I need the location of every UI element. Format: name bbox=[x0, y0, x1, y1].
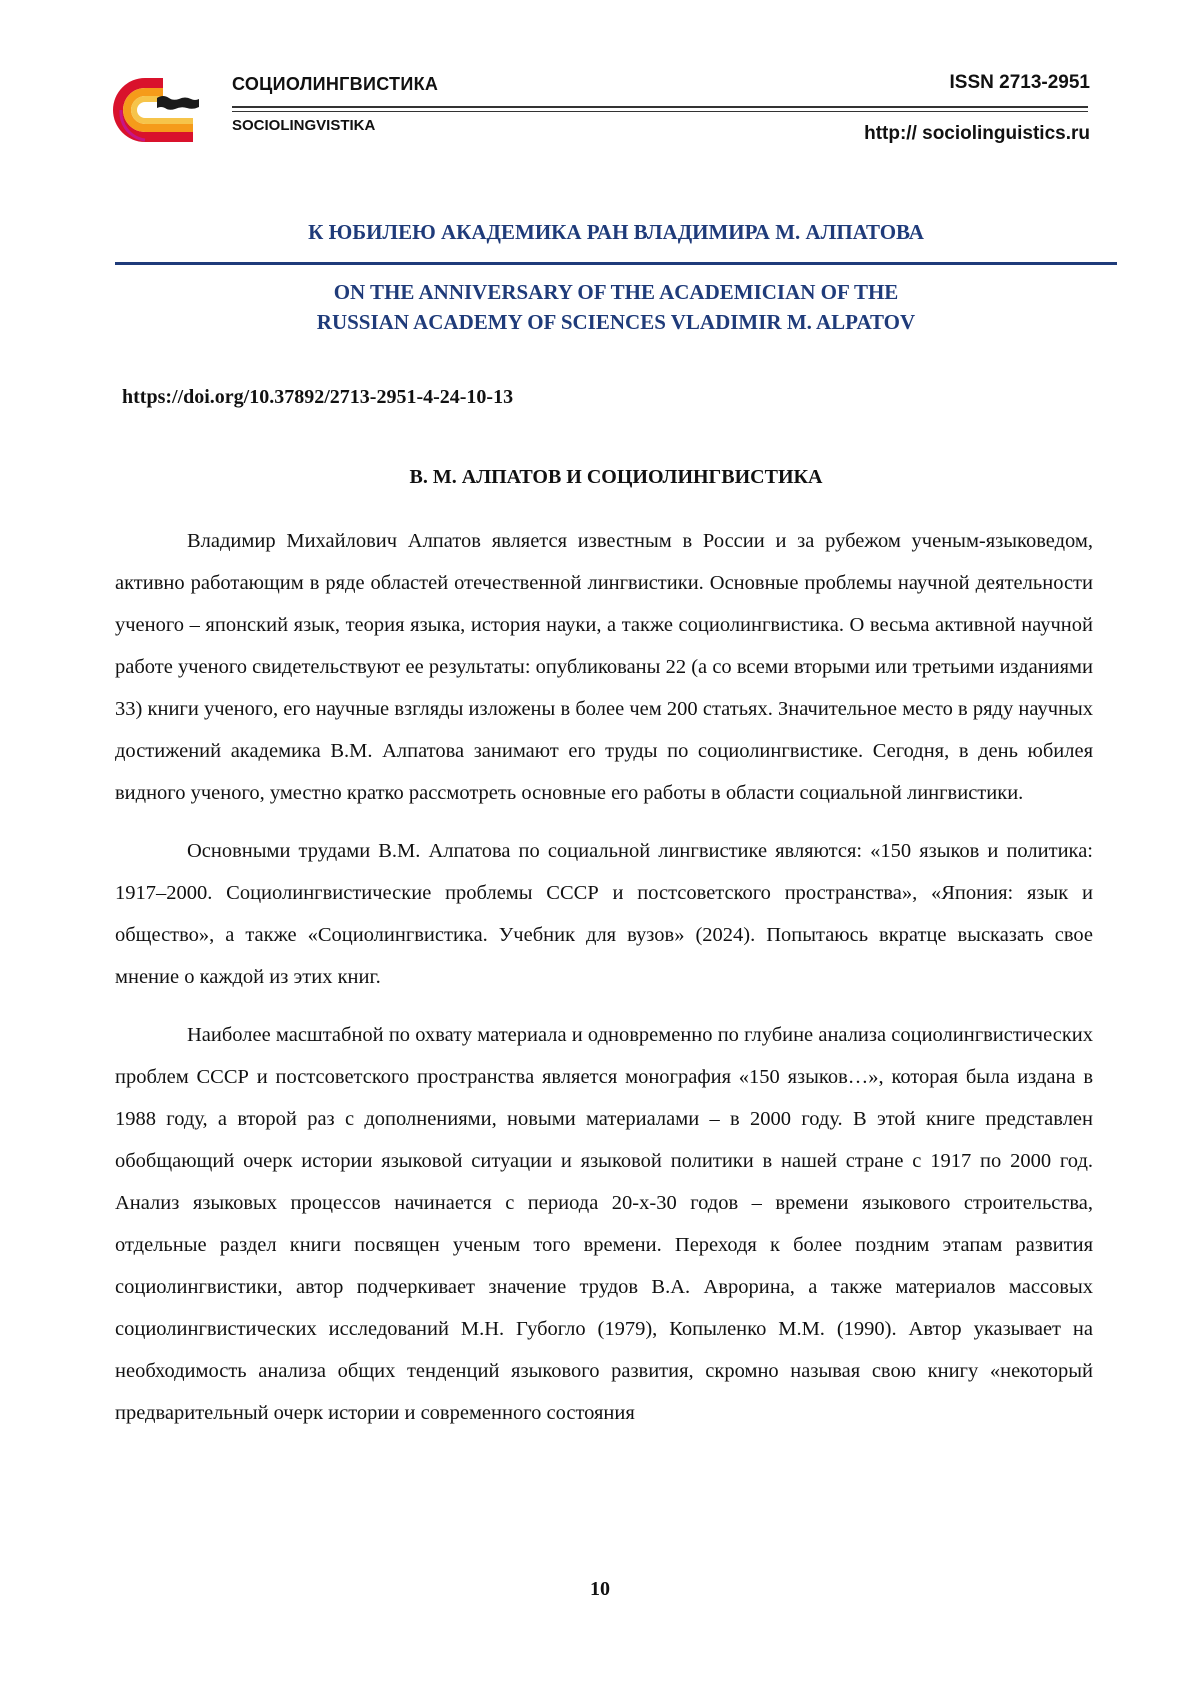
journal-title-ru: СОЦИОЛИНГВИСТИКА bbox=[232, 74, 439, 94]
journal-title-en: SOCIOLINGVISTIKA bbox=[232, 117, 376, 134]
article-title: В. М. АЛПАТОВ И СОЦИОЛИНГВИСТИКА bbox=[409, 466, 823, 488]
paragraph: Наиболее масштабной по охвату материала и одновременно по глубине анализа социолингвистических проблем СССР и постсоветского пространства является монография «150 языков…», которая была издана в 1988 году, а второй раз с дополнениями, новыми материалами – в 2000 году. В этой книге представлен обобщающий очерк истории языковой ситуации и языковой политики в нашей стране с 1917 по 2000 год. Анализ языковых процессов начинается с периода 20-х-30 годов – времени языкового строительства, отдельные раздел книги посвящен ученым того времени. Переходя к более поздним этапам развития социолингвистики, автор подчеркивает значение трудов В.А. Аврорина, а также материалов массовых социолингвистических исследований М.Н. Губогло (1979), Копыленко М.М. (1990). Автор указывает на необходимость анализа общих тенденций языкового развития, скромно называя свою книгу «некоторый предварительный очерк истории и современного состояния bbox=[115, 1024, 1093, 1424]
header-divider-thin bbox=[232, 111, 1088, 112]
section-title-en-line2: RUSSIAN ACADEMY OF SCIENCES VLADIMIR M. ALPATOV bbox=[316, 310, 916, 334]
journal-logo-icon bbox=[113, 74, 213, 146]
section-title-en bbox=[115, 277, 1117, 337]
paragraph: Владимир Михайлович Алпатов является известным в России и за рубежом ученым-языковедом, активно работающим в ряде областей отечественной лингвистики. Основные проблемы научной деятельности ученого – японский язык, теория языка, история науки, а также социолингвистика. О весьма активной научной работе ученого свидетельствуют ее результаты: опубликованы 22 (а со всеми вторыми или третьими изданиями 33) книги ученого, его научные взгляды изложены в более чем 200 статьях. Значительное место в ряду научных достижений академика В.М. Алпатова занимают его труды по социолингвистике. Сегодня, в день юбилея видного ученого, уместно кратко рассмотреть основные его работы в области социальной лингвистики. bbox=[115, 530, 1093, 804]
paragraph: Основными трудами В.М. Алпатова по социальной лингвистике являются: «150 языков и политика: 1917–2000. Социолингвистические проблемы СССР и постсоветского пространства», «Япония: язык и общество», а также «Социолингвистика. Учебник для вузов» (2024). Попытаюсь вкратце высказать свое мнение о каждой из этих книг. bbox=[115, 840, 1093, 988]
doi-link[interactable]: https://doi.org/10.37892/2713-2951-4-24-10-13 bbox=[122, 386, 514, 408]
section-title-ru: К ЮБИЛЕЮ АКАДЕМИКА РАН ВЛАДИМИРА М. АЛПАТОВА bbox=[308, 220, 924, 244]
page-number: 10 bbox=[590, 1578, 610, 1600]
header-divider bbox=[232, 106, 1088, 108]
section-title-en-line1: ON THE ANNIVERSARY OF THE ACADEMICIAN OF THE bbox=[333, 280, 899, 304]
article-body bbox=[115, 520, 1093, 1450]
issn: ISSN 2713-2951 bbox=[949, 72, 1090, 93]
page-header bbox=[0, 0, 1200, 160]
section-divider bbox=[115, 262, 1117, 265]
journal-website-link[interactable]: http:// sociolinguistics.ru bbox=[864, 123, 1090, 144]
